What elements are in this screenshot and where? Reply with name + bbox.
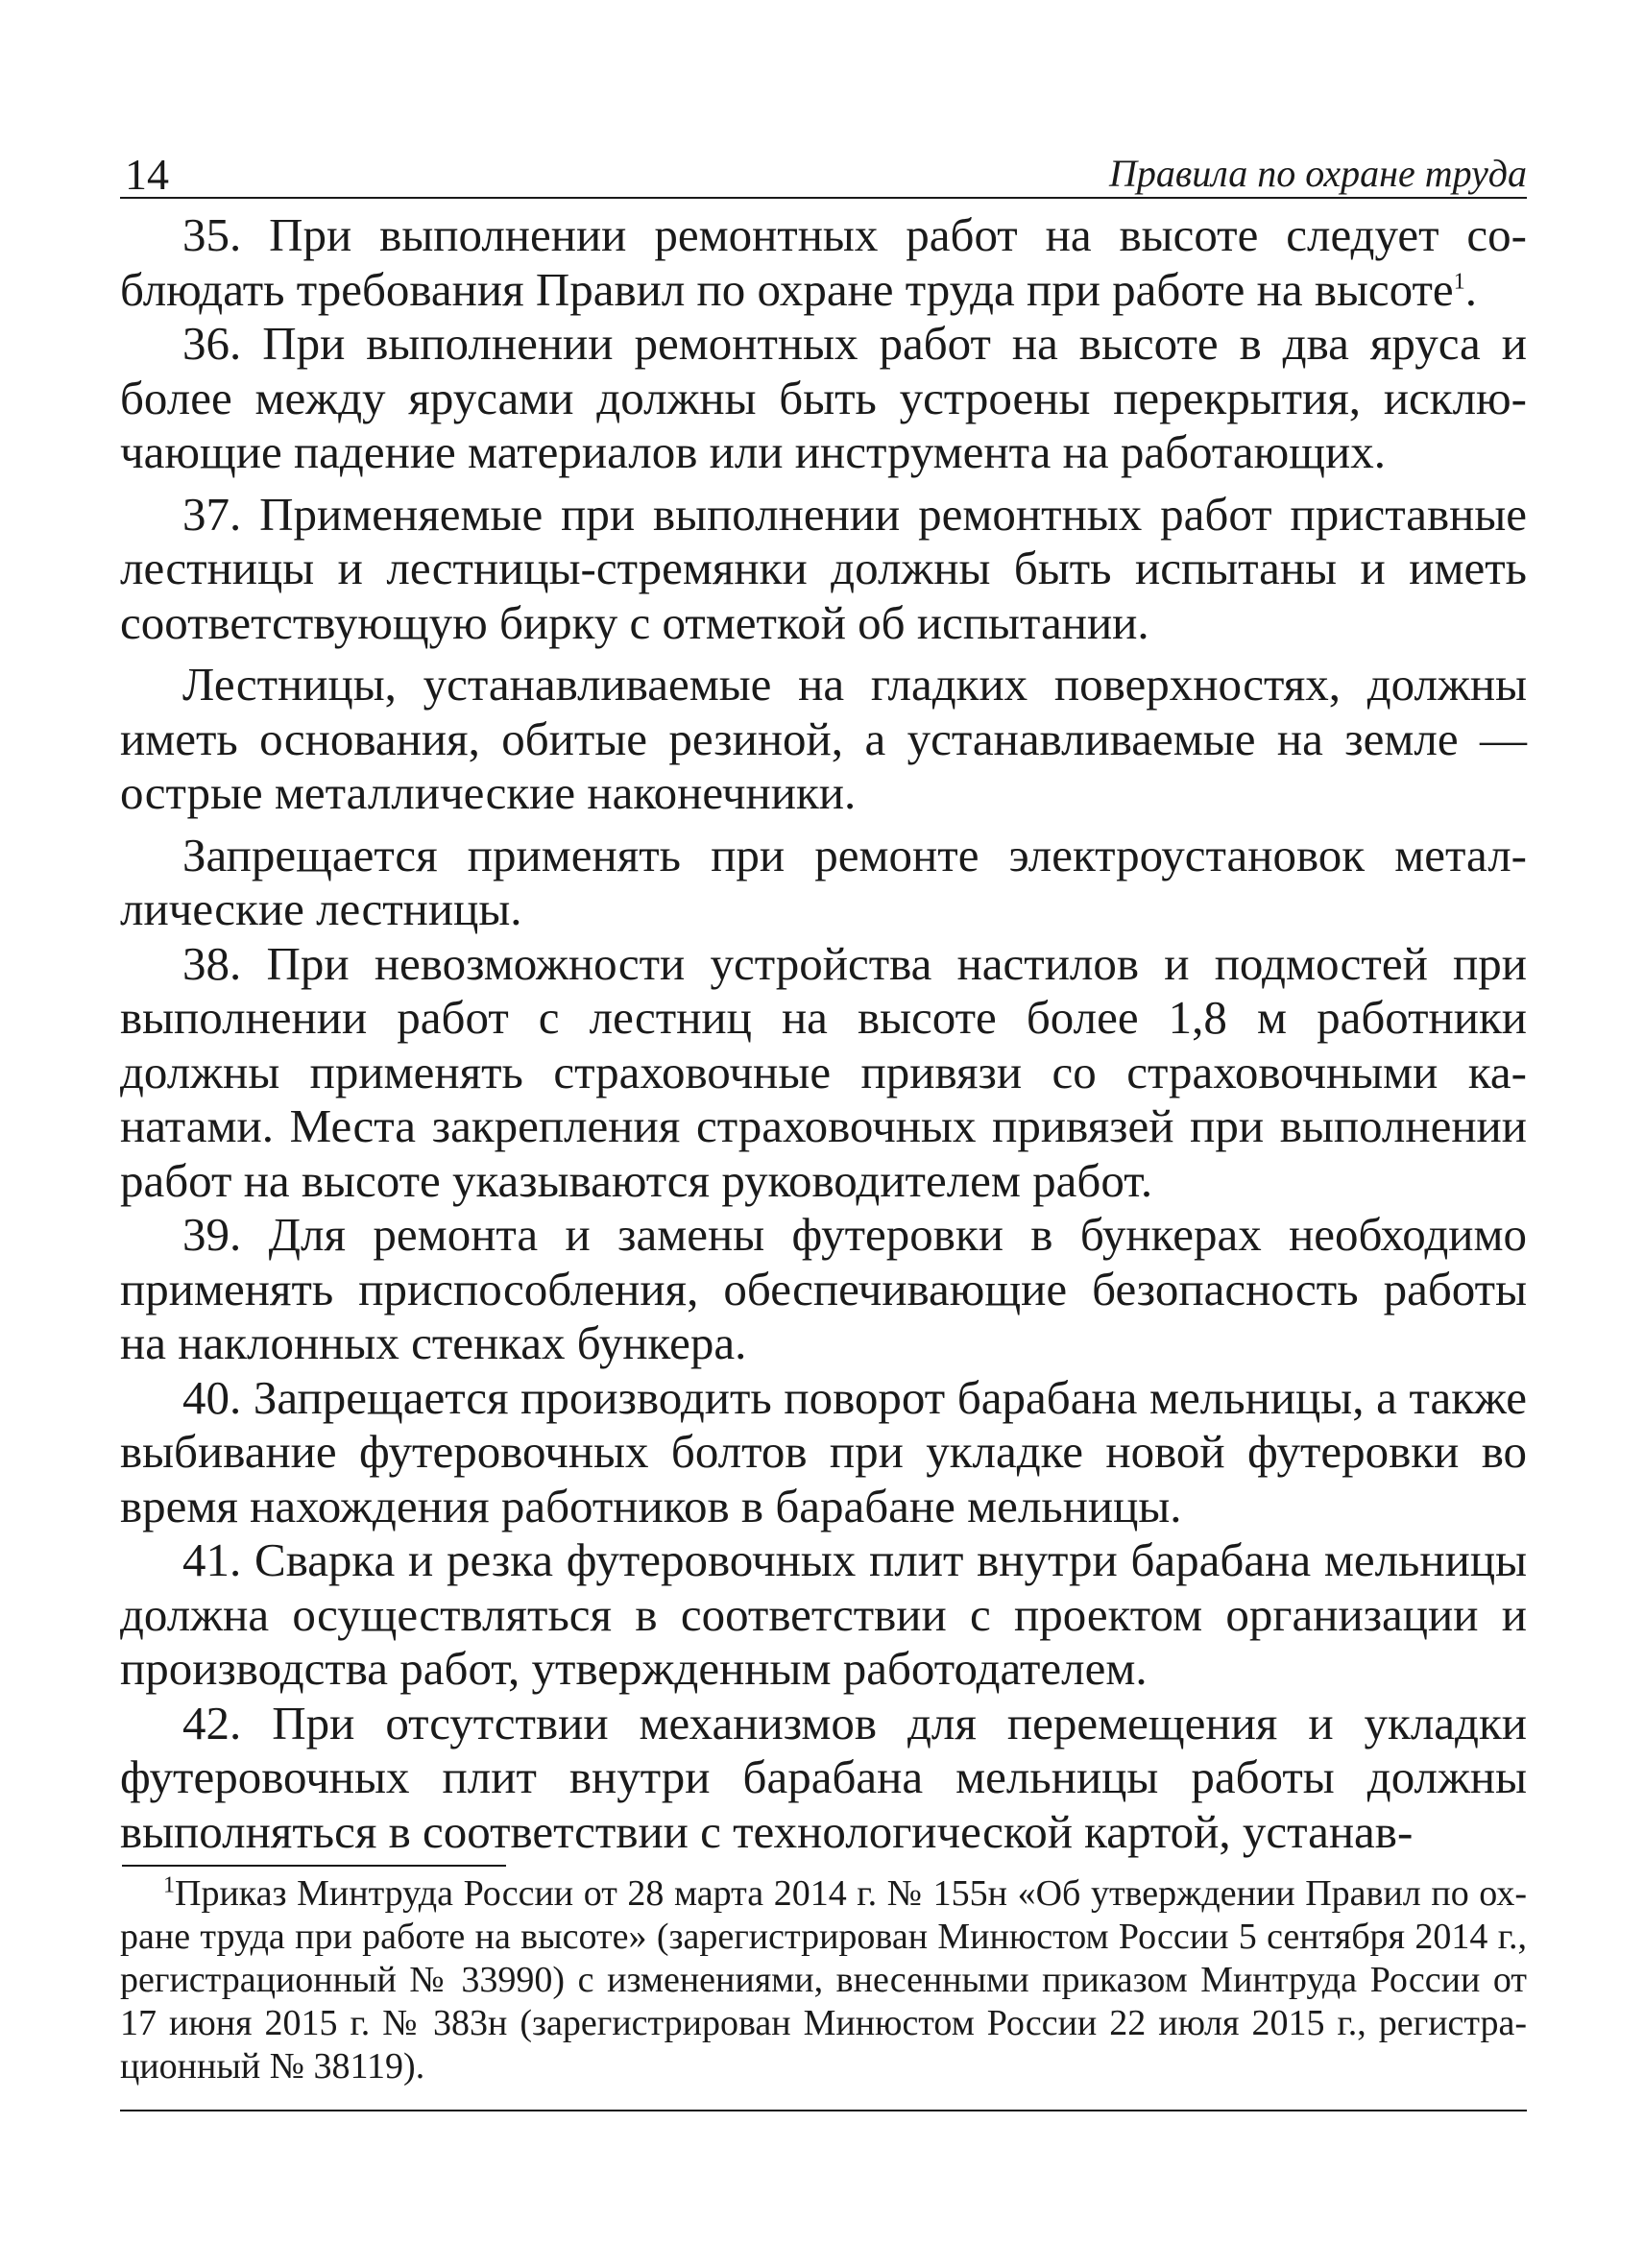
footnote-marker: 1 <box>163 1872 175 1898</box>
footnote <box>120 1872 1527 2088</box>
paragraph-40: 40. Запрещается производить поворот барабана мельницы, а также выбивание футеровочных болтов при укладке новой футеровки во время нахождения работников в барабане мельницы. <box>120 1370 1527 1532</box>
paragraph-42: 42. При отсутствии механизмов для перемещения и укладки футеровочных плит внутри барабана мельницы работы должны выполняться в соответствии с технологической картой, устанав- <box>120 1696 1527 1858</box>
book-page <box>120 139 1527 2111</box>
running-title: Правила по охране труда <box>1109 152 1527 195</box>
bottom-rule <box>120 2110 1527 2111</box>
paragraph-38: 38. При невозможности устройства настилов и подмостей при выполнении работ с лестниц на высоте более 1,8 м работники должны применять страховочные привязи со страховочными канатами. Места закрепления страховочных привязей при выполнении работ на высоте указываются руководителем работ. <box>120 936 1527 1207</box>
paragraph-metal-ladders: Запрещается применять при ремонте электроустановок металлические лестницы. <box>120 828 1527 935</box>
footnote-separator <box>122 1865 506 1867</box>
paragraph-37: 37. Применяемые при выполнении ремонтных работ приставные лестницы и лестницы-стремянки должны быть испытаны и иметь соответствующую бирку с отметкой об испытании. <box>120 487 1527 649</box>
footnote-reference: 1 <box>1453 269 1465 295</box>
paragraph-36: 36. При выполнении ремонтных работ на высоте в два яруса и более между ярусами должны быть устроены перекрытия, исключающие падение материалов или инструмента на работающих. <box>120 317 1527 478</box>
page-number: 14 <box>125 150 169 199</box>
paragraph-41: 41. Сварка и резка футеровочных плит внутри барабана мельницы должна осуществляться в соответствии с проектом организации и производства работ, утвержденным работодателем. <box>120 1533 1527 1695</box>
running-header <box>120 139 1527 199</box>
paragraph-39: 39. Для ремонта и замены футеровки в бункерах необходимо применять приспособления, обеспечивающие безопасность работы на наклонных стенках бункера. <box>120 1208 1527 1369</box>
paragraph-ladders-base: Лестницы, устанавливаемые на гладких поверхностях, должны иметь основания, обитые резиной, а устанавливаемые на земле — острые металлические наконечники. <box>120 658 1527 819</box>
paragraph-35 <box>120 208 1527 317</box>
body-text <box>120 208 1527 1859</box>
footnote-text: Приказ Минтруда России от 28 марта 2014 г. № 155н «Об утверждении Правил по охране труда при работе на высоте» (зарегистрирован Минюстом России 5 сентября 2014 г., регистрационный № 33990) с изменениями, внесенными приказом Минтруда России от 17 июня 2015 г. № 383н (зарегистрирован Минюстом России 22 июля 2015 г., регистрационный № 38119). <box>120 1873 1527 2087</box>
paragraph-text: 35. При выполнении ремонтных работ на высоте следует соблюдать требования Правил по охране труда при работе на высоте <box>120 208 1527 316</box>
paragraph-tail: . <box>1464 262 1477 316</box>
